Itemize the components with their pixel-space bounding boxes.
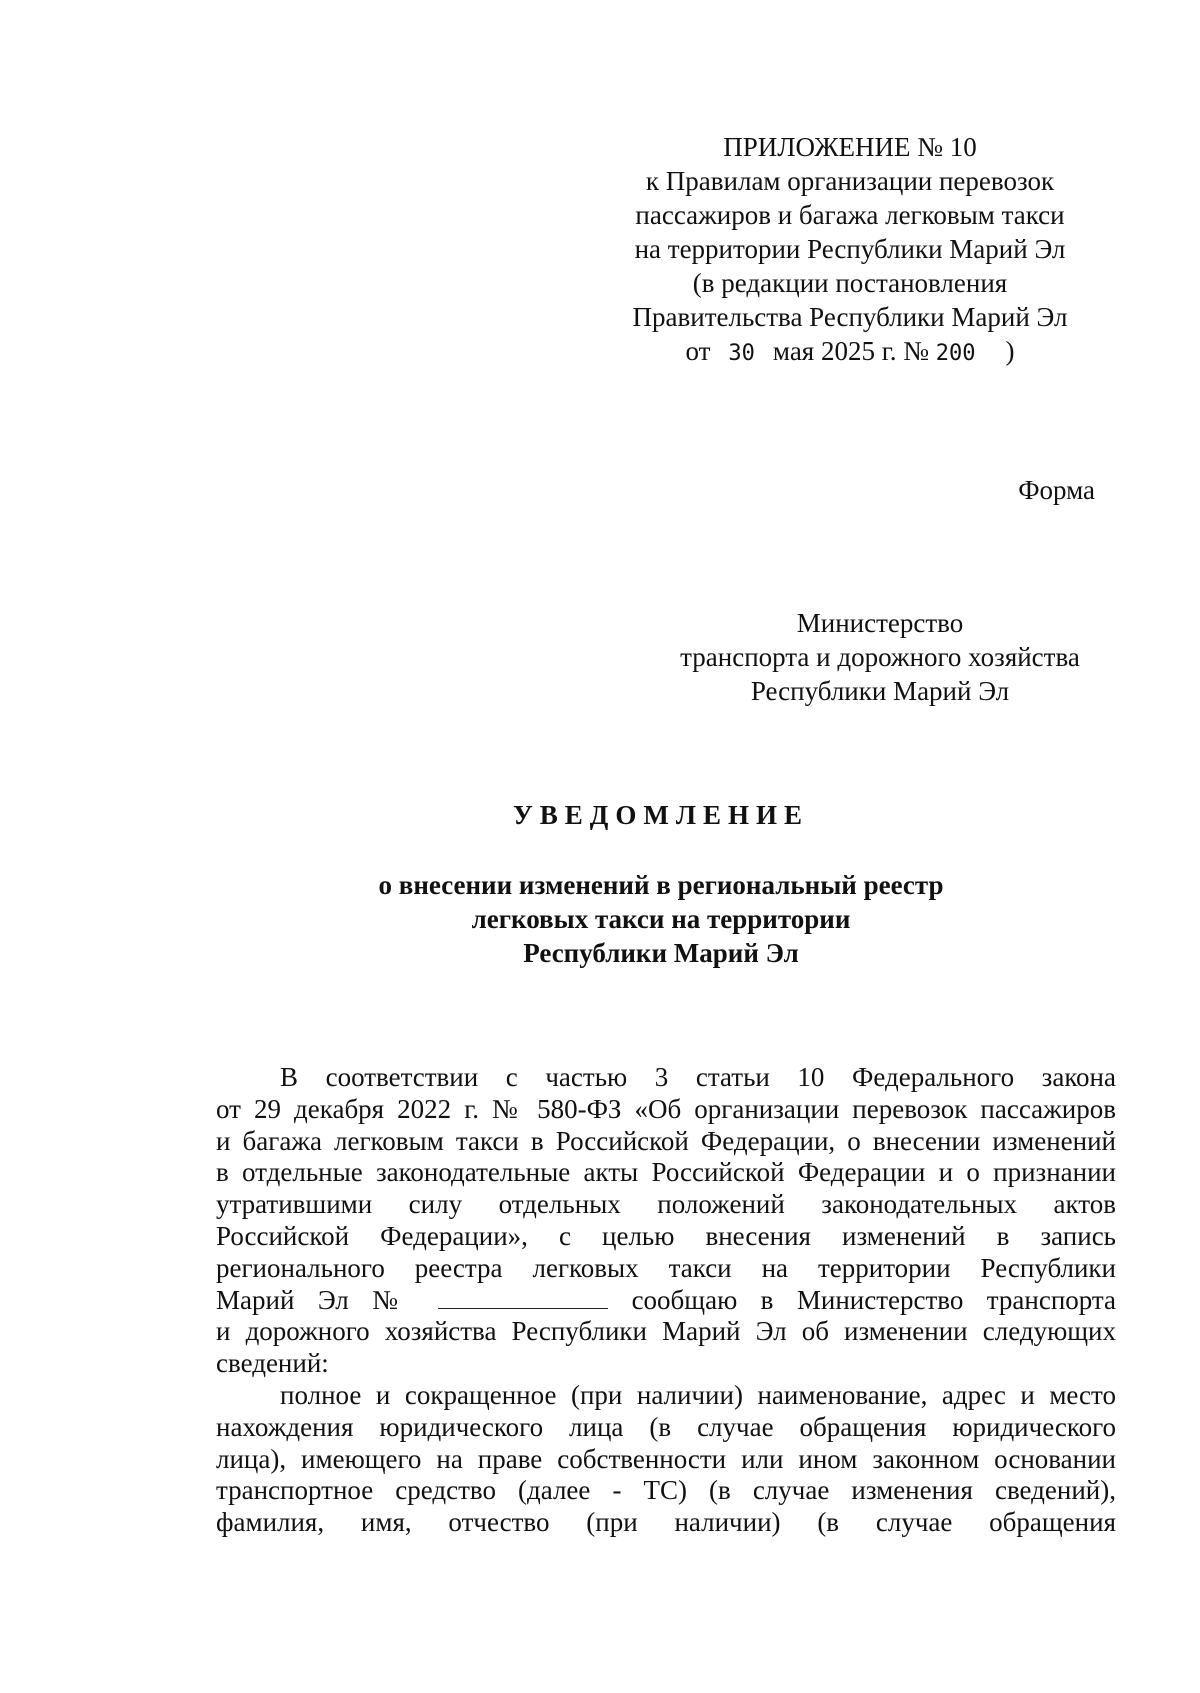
appendix-date-line — [600, 334, 1100, 371]
notice-title: УВЕДОМЛЕНИЕ — [512, 800, 810, 830]
notice-subtitle-line-1: о внесении изменений в региональный реестр — [378, 870, 944, 900]
appendix-line-4: (в редакции постановления — [692, 268, 1008, 298]
body-text — [216, 1062, 1116, 1539]
register-number-blank — [438, 1288, 608, 1309]
notice-subtitle-line-2: легковых такси на территории — [471, 904, 851, 934]
body-line: сведений: — [216, 1348, 329, 1379]
body-line: В соответствии с частью 3 статьи 10 Федерального закона — [280, 1062, 1116, 1092]
body-line: и багажа легковым такси в Российской Федерации, о внесении изменений — [216, 1125, 1116, 1156]
ministry-line-3: Республики Марий Эл — [750, 676, 1010, 706]
document-number: 200 — [935, 341, 976, 366]
body-line: транспортное средство (далее - ТС) (в случае изменения сведений), — [216, 1475, 1116, 1506]
appendix-header — [600, 130, 1100, 371]
date-close-paren: ) — [1005, 336, 1015, 366]
appendix-line-1: к Правилам организации перевозок — [645, 166, 1055, 196]
notice-subtitle — [0, 868, 1200, 970]
body-line: фамилия, имя, отчество (при наличии) (в случае обращения — [216, 1507, 1116, 1538]
body-line: и дорожного хозяйства Республики Марий Эл об изменении следующих — [216, 1316, 1116, 1347]
body-line: полное и сокращенное (при наличии) наименование, адрес и место — [280, 1379, 1116, 1410]
body-line: Российской Федерации», с целью внесения изменений в запись — [216, 1220, 1116, 1251]
body-line: утратившими силу отдельных положений законодательных актов — [216, 1189, 1116, 1220]
addressee-ministry — [660, 606, 1100, 708]
appendix-line-2: пассажиров и багажа легковым такси — [635, 200, 1065, 230]
body-line: регионального реестра легковых такси на территории Республики — [216, 1252, 1116, 1283]
body-line: нахождения юридического лица (в случае обращения юридического — [216, 1411, 1116, 1442]
date-prefix: от — [685, 336, 711, 366]
body-line: в отдельные законодательные акты Российской Федерации и о признании — [216, 1157, 1116, 1188]
ministry-line-2: транспорта и дорожного хозяйства — [680, 642, 1080, 672]
form-label: Форма — [1018, 475, 1095, 505]
register-rest: сообщаю в Министерство транспорта — [631, 1284, 1117, 1315]
appendix-line-3: на территории Республики Марий Эл — [634, 234, 1066, 264]
date-day: 30 — [728, 341, 755, 366]
ministry-line-1: Министерство — [796, 608, 964, 638]
appendix-line-5: Правительства Республики Марий Эл — [632, 302, 1068, 332]
date-month-year: мая 2025 г. № — [772, 336, 930, 366]
body-line: от 29 декабря 2022 г. № 580-ФЗ «Об организации перевозок пассажиров — [216, 1093, 1116, 1124]
appendix-title: ПРИЛОЖЕНИЕ № 10 — [723, 132, 977, 162]
body-line-with-blank — [216, 1285, 1116, 1317]
register-label: Марий Эл № — [216, 1284, 415, 1315]
notice-subtitle-line-3: Республики Марий Эл — [523, 938, 799, 968]
body-line: лица), имеющего на праве собственности или ином законном основании — [216, 1443, 1116, 1474]
